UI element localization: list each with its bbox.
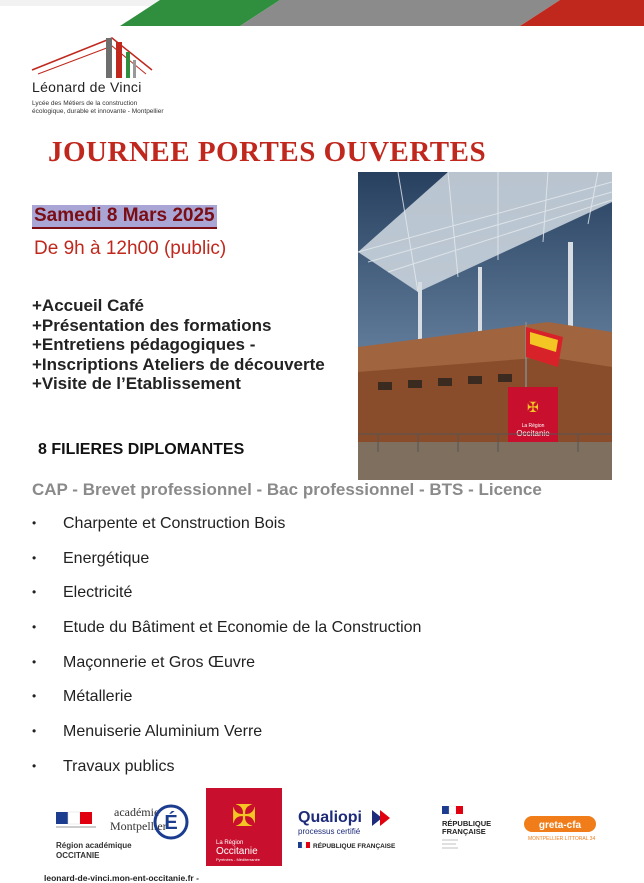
region-academique-2: OCCITANIE bbox=[56, 851, 100, 860]
region-brand-text: La Région bbox=[216, 840, 244, 846]
activities-list bbox=[32, 296, 325, 394]
bullet: • bbox=[32, 620, 37, 635]
course-label: Travaux publics bbox=[63, 757, 175, 775]
activity-item: +Inscriptions Ateliers de découverte bbox=[32, 354, 325, 374]
building-photo bbox=[358, 172, 612, 480]
academie-logo-icon bbox=[56, 805, 187, 860]
courses-list bbox=[32, 515, 421, 793]
sign-name-text: Occitanie bbox=[516, 429, 550, 438]
academie-letter: É bbox=[164, 812, 178, 834]
course-label: Charpente et Construction Bois bbox=[63, 515, 286, 532]
course-item bbox=[32, 654, 421, 689]
region-occitanie-logo-icon bbox=[206, 788, 282, 866]
course-item bbox=[32, 619, 421, 654]
course-label: Menuiserie Aluminium Verre bbox=[63, 723, 263, 741]
svg-text:✠: ✠ bbox=[527, 400, 539, 416]
course-label: Maçonnerie et Gros Œuvre bbox=[63, 653, 256, 671]
logo-tagline-1: Lycée des Métiers de la construction bbox=[32, 100, 138, 107]
qualiopi-logo-icon bbox=[298, 809, 396, 850]
event-date: Samedi 8 Mars 2025 bbox=[32, 205, 217, 229]
activity-item: +Visite de l’Etablissement bbox=[32, 374, 241, 393]
sign-brand-text: La Région bbox=[521, 423, 545, 429]
activity-item: +Présentation des formations bbox=[32, 315, 272, 335]
bullet: • bbox=[32, 758, 37, 773]
partner-logos bbox=[34, 788, 614, 872]
region-sub-text: Pyrénées - Méditerranée bbox=[216, 857, 261, 862]
bullet: • bbox=[32, 516, 37, 530]
republique-text-1: RÉPUBLIQUE bbox=[442, 819, 492, 828]
qualiopi-rf-text: RÉPUBLIQUE FRANÇAISE bbox=[313, 843, 396, 850]
course-item bbox=[32, 550, 421, 585]
academie-text-1: académie bbox=[114, 805, 160, 819]
course-item bbox=[32, 584, 421, 619]
bullet: • bbox=[32, 585, 37, 600]
diploma-levels: CAP - Brevet professionnel - Bac professionnel - BTS - Licence bbox=[32, 480, 542, 499]
event-hours: De 9h à 12h00 (public) bbox=[34, 238, 227, 259]
academie-text-2: Montpellier bbox=[110, 819, 167, 833]
course-item bbox=[32, 515, 421, 550]
course-label: Métallerie bbox=[63, 688, 133, 706]
republique-text-2: FRANÇAISE bbox=[442, 827, 486, 836]
course-item bbox=[32, 723, 421, 758]
course-label: Electricité bbox=[63, 584, 133, 602]
svg-text:✠: ✠ bbox=[231, 799, 257, 834]
greta-cfa-logo-icon bbox=[524, 816, 596, 842]
logo-tagline-2: écologique, durable et innovante - Montpellier bbox=[32, 108, 164, 115]
region-academique-1: Région académique bbox=[56, 841, 132, 850]
top-color-band bbox=[0, 0, 644, 26]
region-name-text: Occitanie bbox=[216, 846, 258, 857]
qualiopi-sub-text: processus certifié bbox=[298, 827, 361, 836]
activity-item: +Accueil Café bbox=[32, 296, 144, 315]
course-label: Energétique bbox=[63, 549, 150, 567]
qualiopi-text: Qualiopi bbox=[298, 809, 362, 826]
republique-francaise-logo-icon bbox=[442, 806, 491, 848]
course-item bbox=[32, 688, 421, 723]
page-title: JOURNEE PORTES OUVERTES bbox=[48, 136, 487, 168]
activity-item: +Entretiens pédagogiques - bbox=[32, 335, 256, 354]
website-url: leonard-de-vinci.mon-ent-occitanie.fr - bbox=[44, 873, 199, 883]
bullet: • bbox=[32, 689, 37, 704]
bullet: • bbox=[32, 654, 37, 669]
filieres-heading: 8 FILIERES DIPLOMANTES bbox=[38, 441, 245, 458]
greta-text: greta-cfa bbox=[538, 820, 582, 831]
course-label: Etude du Bâtiment et Economie de la Construction bbox=[63, 619, 422, 637]
bullet: • bbox=[32, 724, 37, 739]
greta-sub-text: MONTPELLIER LITTORAL 34 bbox=[528, 836, 596, 842]
bullet: • bbox=[32, 550, 37, 565]
logo-name: Léonard de Vinci bbox=[32, 79, 142, 95]
